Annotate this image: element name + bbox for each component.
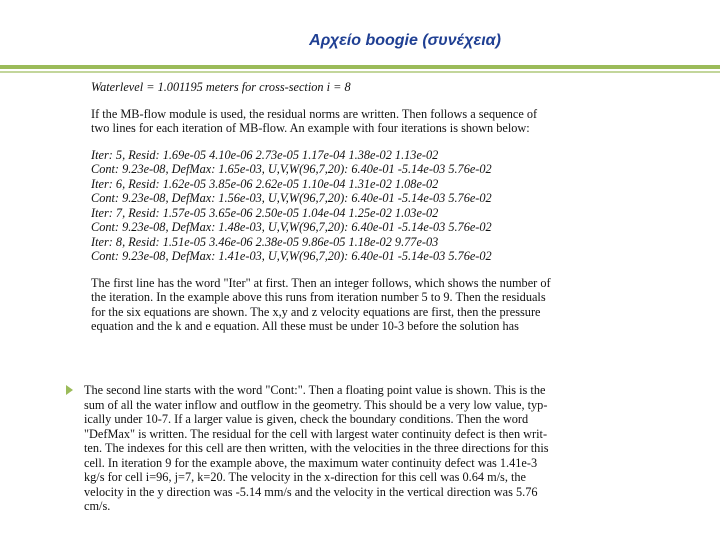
iteration-log <box>91 148 631 264</box>
text-line: ten. The indexes for this cell are then written, with the velocities in the three directions for this <box>84 441 549 455</box>
log-line: Iter: 8, Resid: 1.51e-05 3.46e-06 2.38e-05 9.86e-05 1.18e-02 9.77e-03 <box>91 234 439 249</box>
title-divider-secondary <box>0 71 720 73</box>
slide-title: Αρχείο boogie (συνέχεια) <box>309 32 501 49</box>
text-line: sum of all the water inflow and outflow in the geometry. This should be a very low value, typ- <box>84 397 548 412</box>
second-line-paragraph <box>84 383 624 514</box>
text-line: two lines for each iteration of MB-flow. An example with four iterations is shown below: <box>91 121 530 135</box>
bullet-marker-icon <box>66 385 73 395</box>
log-line: Iter: 7, Resid: 1.57e-05 3.65e-06 2.50e-05 1.04e-04 1.25e-02 1.03e-02 <box>91 205 439 220</box>
title-divider <box>0 65 720 69</box>
text-line: velocity in the y direction was -5.14 mm/s and the velocity in the vertical direction was 5.76 <box>84 484 538 499</box>
log-line: Cont: 9.23e-08, DefMax: 1.56e-03, U,V,W(96,7,20): 6.40e-01 -5.14e-03 5.76e-02 <box>91 191 492 205</box>
text-line: The first line has the word "Iter" at first. Then an integer follows, which shows the number of <box>91 275 551 290</box>
log-line: Cont: 9.23e-08, DefMax: 1.65e-03, U,V,W(96,7,20): 6.40e-01 -5.14e-03 5.76e-02 <box>91 162 492 176</box>
intro-paragraph <box>91 107 631 136</box>
log-line: Iter: 5, Resid: 1.69e-05 4.10e-06 2.73e-05 1.17e-04 1.38e-02 1.13e-02 <box>91 147 439 162</box>
log-line: Cont: 9.23e-08, DefMax: 1.41e-03, U,V,W(96,7,20): 6.40e-01 -5.14e-03 5.76e-02 <box>91 249 492 263</box>
text-line: kg/s for cell i=96, j=7, k=20. The velocity in the x-direction for this cell was 0.64 m/s, the <box>84 470 527 484</box>
text-line: If the MB-flow module is used, the residual norms are written. Then follows a sequence of <box>91 106 538 121</box>
first-line-paragraph <box>91 276 631 334</box>
log-line: Cont: 9.23e-08, DefMax: 1.48e-03, U,V,W(96,7,20): 6.40e-01 -5.14e-03 5.76e-02 <box>91 220 492 234</box>
waterlevel-line: Waterlevel = 1.001195 meters for cross-section i = 8 <box>91 80 351 94</box>
text-line: cell. In iteration 9 for the example above, the maximum water continuity defect was 1.41e-3 <box>84 455 538 470</box>
text-line: cm/s. <box>84 499 111 513</box>
text-line: equation and the k and e equation. All these must be under 10-3 before the solution has <box>91 319 519 333</box>
text-line: ically under 10-7. If a larger value is given, check the boundary conditions. Then the word <box>84 412 529 426</box>
text-line: The second line starts with the word "Cont:". Then a floating point value is shown. This is the <box>84 383 546 397</box>
text-line: for the six equations are shown. The x,y and z velocity equations are first, then the pressure <box>91 304 541 319</box>
document-body <box>91 80 631 334</box>
log-line: Iter: 6, Resid: 1.62e-05 3.85e-06 2.62e-05 1.10e-04 1.31e-02 1.08e-02 <box>91 176 439 191</box>
text-line: the iteration. In the example above this runs from iteration number 5 to 9. Then the residuals <box>91 290 546 304</box>
text-line: "DefMax" is written. The residual for the cell with largest water continuity defect is then writ- <box>84 426 548 441</box>
